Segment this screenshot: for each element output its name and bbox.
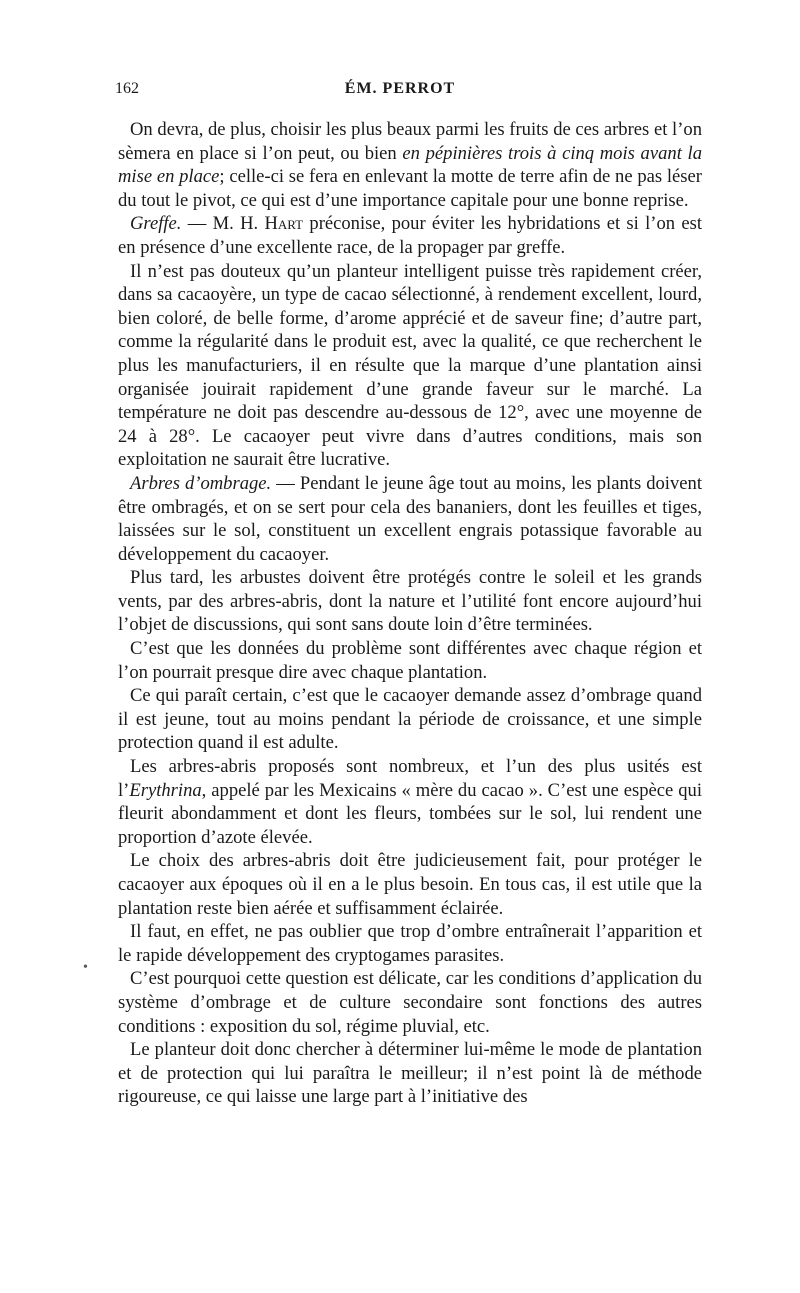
page-number: 162 — [115, 80, 139, 97]
paragraph: Le choix des arbres-abris doit être judicieusement fait, pour protéger le cacaoyer aux époques où il en a le plus besoin. En tous cas, il est utile que la plantation reste bien aérée et suffisamment éclairée. — [118, 850, 702, 919]
paragraph: Le planteur doit donc chercher à déterminer lui-même le mode de plantation et de protection qui lui paraîtra le meilleur; il n’est point là de méthode rigoureuse, ce qui laisse une large part à l’initiative des — [118, 1039, 702, 1108]
paragraph: Ce qui paraît certain, c’est que le cacaoyer demande assez d’ombrage quand il est jeune, tout au moins pendant la période de croissance, et une simple protection quand il est adulte. — [118, 685, 702, 754]
page-header — [115, 80, 685, 104]
paragraph: Il faut, en effet, ne pas oublier que trop d’ombre entraînerait l’apparition et le rapide développement des cryptogames parasites. — [118, 921, 702, 966]
paragraph: Les arbres-abris proposés sont nombreux, et l’un des plus usités est l’Erythrina, appelé par les Mexicains « mère du cacao ». C’est une espèce qui fleurit abondamment et dont les fleurs, tombées sur le sol, lui rendent une proportion d’azote élevée. — [118, 756, 702, 848]
paragraph: C’est que les données du problème sont différentes avec chaque région et l’on pourrait presque dire avec chaque plantation. — [118, 638, 702, 683]
paragraph: C’est pourquoi cette question est délicate, car les conditions d’application du système d’ombrage et de culture secondaire sont fonctions des autres conditions : exposition du sol, régime pluvial, etc. — [118, 968, 702, 1037]
margin-dot: • — [83, 960, 88, 975]
paragraph: On devra, de plus, choisir les plus beaux parmi les fruits de ces arbres et l’on sèmera en place si l’on peut, ou bien en pépinières trois à cinq mois avant la mise en place; celle-ci se fera en enlevant la motte de terre afin de ne pas léser du tout le pivot, ce qui est d’une importance capitale pour une bonne reprise. — [118, 119, 702, 211]
running-head: ÉM. PERROT — [344, 80, 456, 97]
paragraph: Plus tard, les arbustes doivent être protégés contre le soleil et les grands vents, par des arbres-abris, dont la nature et l’utilité font encore aujourd’hui l’objet de discussions, qui sont sans doute loin d’être terminées. — [118, 567, 702, 636]
paragraph: Arbres d’ombrage. — Pendant le jeune âge tout au moins, les plants doivent être ombragés, et on se sert pour cela des bananiers, dont les feuilles et tiges, laissées sur le sol, constituent un excellent engrais potassique favorable au développement du cacaoyer. — [118, 472, 702, 565]
paragraph: Greffe. — M. H. Hart préconise, pour éviter les hybridations et si l’on est en présence d’une excellente race, de la propager par greffe. — [118, 213, 702, 258]
paragraph: Il n’est pas douteux qu’un planteur intelligent puisse très rapidement créer, dans sa cacaoyère, un type de cacao sélectionné, à rendement excellent, lourd, bien coloré, de belle forme, d’arome apprécié et de saveur fine; d’autre part, comme la régularité dans le produit est, avec la qualité, ce que recherchent le plus les manufacturiers, il en résulte que la marque d’une plantation ainsi organisée jouirait rapidement d’une grande faveur sur le marché. La température ne doit pas descendre au-dessous de 12°, avec une moyenne de 24 à 28°. Le cacaoyer peut vivre dans d’autres conditions, mais son exploitation ne saurait être lucrative. — [118, 260, 702, 471]
body-text — [118, 118, 702, 1109]
